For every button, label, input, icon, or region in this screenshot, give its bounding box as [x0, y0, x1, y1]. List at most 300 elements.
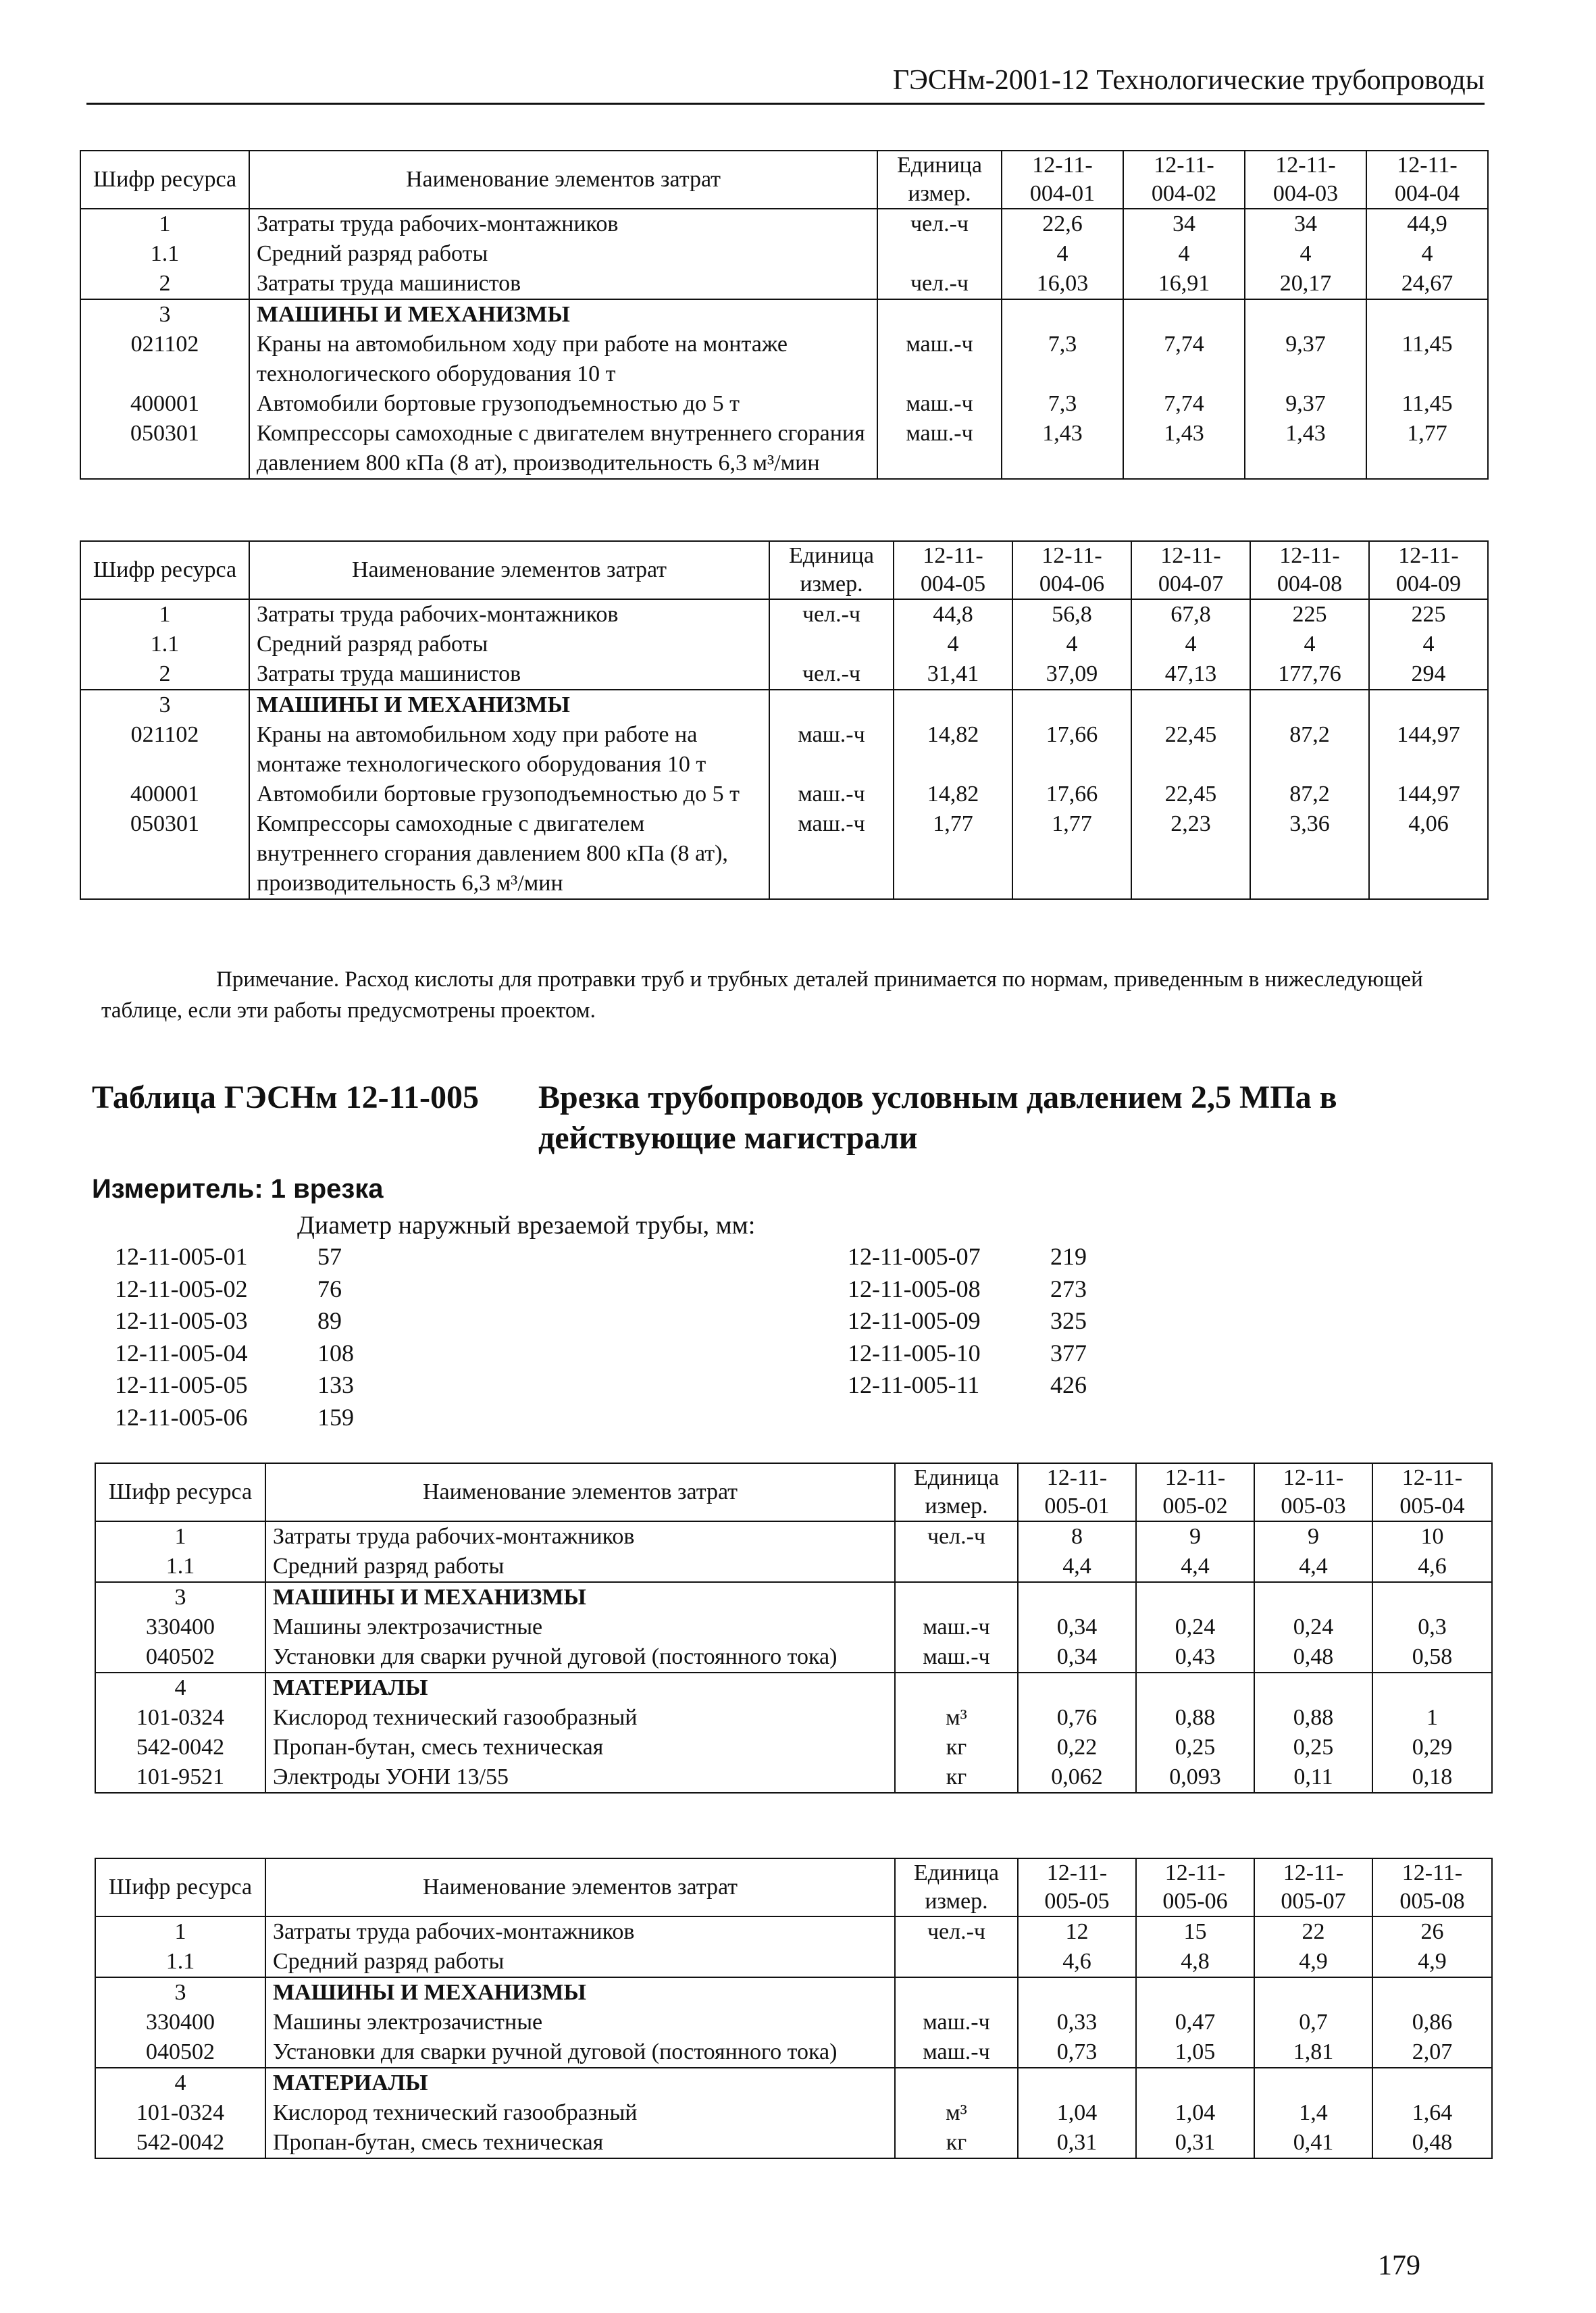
cell-value: 4: [894, 630, 1012, 659]
cell-name: Затраты труда рабочих-монтажников: [249, 209, 877, 239]
cell-code: 3: [80, 299, 249, 330]
cell-value: 67,8: [1131, 599, 1250, 630]
cell-value: 0,25: [1254, 1733, 1372, 1762]
cell-code: 400001: [80, 389, 249, 419]
table-row: [95, 1552, 1492, 1582]
cell-value: 1,04: [1136, 2098, 1254, 2128]
cell-code: 1.1: [95, 1552, 265, 1582]
cell-unit: маш.-ч: [877, 330, 1002, 389]
page-number: 179: [1378, 2250, 1420, 2281]
running-header-title: ГЭСНм-2001-12 Технологические трубопроводы: [892, 65, 1485, 96]
cell-value: 0,34: [1018, 1642, 1136, 1673]
list-item-value: 57: [317, 1243, 342, 1270]
cell-value: 22,6: [1002, 209, 1123, 239]
header-code: Шифр ресурса: [80, 541, 249, 599]
cell-value: 4,9: [1372, 1947, 1492, 1977]
cell-unit: [895, 1673, 1018, 1703]
cell-value: 144,97: [1369, 720, 1488, 780]
table-row: [95, 1762, 1492, 1793]
cell-value: 0,31: [1136, 2128, 1254, 2158]
cell-unit: м³: [895, 2098, 1018, 2128]
cell-name: Средний разряд работы: [265, 1947, 895, 1977]
note-text: Примечание. Расход кислоты для протравки труб и трубных деталей принимается по нормам, приведенным в нижеследующей таблице, если эти работы предусмотрены проектом.: [101, 967, 1423, 1023]
cell-value: [1254, 2068, 1372, 2098]
cell-unit: маш.-ч: [895, 2008, 1018, 2037]
cell-name: Установки для сварки ручной дуговой (постоянного тока): [265, 2037, 895, 2068]
cell-value: [1002, 299, 1123, 330]
cell-value: [1136, 1673, 1254, 1703]
cell-value: 1,43: [1002, 419, 1123, 479]
table-row: [95, 1642, 1492, 1673]
cell-value: [1369, 690, 1488, 720]
cell-value: 15: [1136, 1916, 1254, 1947]
cell-unit: чел.-ч: [769, 599, 894, 630]
cell-value: 4,4: [1018, 1552, 1136, 1582]
cell-value: [1372, 1977, 1492, 2008]
cell-code: 4: [95, 1673, 265, 1703]
cell-value: [1366, 299, 1488, 330]
cell-code: 021102: [80, 720, 249, 780]
cell-value: 26: [1372, 1916, 1492, 1947]
cell-name: МАШИНЫ И МЕХАНИЗМЫ: [249, 690, 769, 720]
cell-code: 1: [95, 1916, 265, 1947]
cell-unit: [895, 1977, 1018, 2008]
cell-unit: маш.-ч: [877, 419, 1002, 479]
cost-table-004-01-04: [80, 150, 1489, 480]
cell-value: 7,74: [1123, 330, 1245, 389]
cell-value: [1372, 2068, 1492, 2098]
list-item-code: 12-11-005-02: [115, 1275, 248, 1302]
list-item-value: 133: [317, 1371, 354, 1398]
cell-value: 1,64: [1372, 2098, 1492, 2128]
cell-value: 1,4: [1254, 2098, 1372, 2128]
cell-code: 1: [95, 1521, 265, 1552]
list-item-code: 12-11-005-06: [115, 1403, 248, 1431]
cell-code: 040502: [95, 2037, 265, 2068]
list-item: [115, 1273, 412, 1306]
cell-value: 4: [1123, 239, 1245, 269]
cell-unit: м³: [895, 1703, 1018, 1733]
cell-value: 87,2: [1250, 720, 1369, 780]
cell-value: [1136, 1582, 1254, 1612]
header-col: 12-11- 004-05: [894, 541, 1012, 599]
cell-value: 37,09: [1012, 659, 1131, 690]
cell-value: 0,76: [1018, 1703, 1136, 1733]
cell-value: 0,41: [1254, 2128, 1372, 2158]
table-row: [80, 659, 1488, 690]
cell-code: 3: [95, 1582, 265, 1612]
cell-name: Машины электрозачистные: [265, 2008, 895, 2037]
header-col: 12-11- 004-09: [1369, 541, 1488, 599]
cell-value: 0,11: [1254, 1762, 1372, 1793]
meter-label: Измеритель: 1 врезка: [92, 1174, 384, 1204]
cell-unit: маш.-ч: [877, 389, 1002, 419]
cell-value: 34: [1123, 209, 1245, 239]
list-item: [115, 1369, 412, 1402]
cell-value: 87,2: [1250, 780, 1369, 809]
cell-value: 1,43: [1245, 419, 1366, 479]
cell-value: 2,07: [1372, 2037, 1492, 2068]
cell-value: 4,4: [1136, 1552, 1254, 1582]
list-item: [848, 1338, 1145, 1370]
list-item: [848, 1273, 1145, 1306]
cell-value: 4: [1002, 239, 1123, 269]
cell-code: 330400: [95, 2008, 265, 2037]
cell-name: МАТЕРИАЛЫ: [265, 2068, 895, 2098]
cell-unit: кг: [895, 1762, 1018, 1793]
cell-code: 050301: [80, 809, 249, 899]
cell-value: 4,9: [1254, 1947, 1372, 1977]
cell-value: 0,48: [1254, 1642, 1372, 1673]
list-item-code: 12-11-005-01: [115, 1243, 248, 1270]
cell-value: 31,41: [894, 659, 1012, 690]
cell-value: 1,77: [1366, 419, 1488, 479]
cell-value: 8: [1018, 1521, 1136, 1552]
list-item: [115, 1338, 412, 1370]
cell-value: 56,8: [1012, 599, 1131, 630]
cell-name: Кислород технический газообразный: [265, 1703, 895, 1733]
cell-value: 4: [1245, 239, 1366, 269]
cell-value: 0,43: [1136, 1642, 1254, 1673]
list-item-value: 426: [1050, 1371, 1087, 1398]
running-header: [86, 58, 1485, 105]
header-unit: Единица измер.: [769, 541, 894, 599]
cell-unit: маш.-ч: [769, 780, 894, 809]
header-col: 12-11- 004-02: [1123, 151, 1245, 209]
cell-name: Пропан-бутан, смесь техническая: [265, 1733, 895, 1762]
cell-value: 14,82: [894, 780, 1012, 809]
cell-value: 9,37: [1245, 389, 1366, 419]
cell-value: 0,31: [1018, 2128, 1136, 2158]
cell-value: 22,45: [1131, 780, 1250, 809]
table-heading-label: Таблица ГЭСНм 12-11-005: [92, 1079, 479, 1115]
list-item-value: 108: [317, 1339, 354, 1367]
table-row: [80, 419, 1488, 479]
cell-value: 177,76: [1250, 659, 1369, 690]
list-item: [848, 1369, 1145, 1402]
cell-value: 14,82: [894, 720, 1012, 780]
cell-value: [1254, 1977, 1372, 2008]
cell-code: 1: [80, 209, 249, 239]
cell-value: 0,47: [1136, 2008, 1254, 2037]
header-row: [95, 1858, 1492, 1916]
cell-name: Компрессоры самоходные с двигателем внутреннего сгорания давлением 800 кПа (8 ат), производительность 6,3 м³/мин: [249, 809, 769, 899]
table-row: [80, 599, 1488, 630]
cell-code: 021102: [80, 330, 249, 389]
header-col: 12-11- 004-08: [1250, 541, 1369, 599]
header-col: 12-11- 004-07: [1131, 541, 1250, 599]
cell-value: 0,88: [1254, 1703, 1372, 1733]
diameter-list-left: [115, 1241, 412, 1433]
cell-name: Машины электрозачистные: [265, 1612, 895, 1642]
cell-value: 1,43: [1123, 419, 1245, 479]
cell-name: МАШИНЫ И МЕХАНИЗМЫ: [265, 1977, 895, 2008]
cell-value: 0,33: [1018, 2008, 1136, 2037]
cell-code: 1.1: [80, 239, 249, 269]
cell-value: 11,45: [1366, 330, 1488, 389]
cell-value: 0,48: [1372, 2128, 1492, 2158]
table-row: [80, 389, 1488, 419]
cell-code: 1.1: [80, 630, 249, 659]
cell-value: [1136, 2068, 1254, 2098]
cell-value: 0,25: [1136, 1733, 1254, 1762]
cell-value: 9,37: [1245, 330, 1366, 389]
header-col: 12-11- 004-01: [1002, 151, 1123, 209]
cell-name: МАШИНЫ И МЕХАНИЗМЫ: [249, 299, 877, 330]
cell-value: [1136, 1977, 1254, 2008]
cell-code: 1.1: [95, 1947, 265, 1977]
list-item-code: 12-11-005-03: [115, 1307, 248, 1334]
header-code: Шифр ресурса: [95, 1858, 265, 1916]
cell-value: [1372, 1673, 1492, 1703]
cell-value: 16,91: [1123, 269, 1245, 299]
cell-value: 1: [1372, 1703, 1492, 1733]
list-item-value: 273: [1050, 1275, 1087, 1302]
header-unit: Единица измер.: [895, 1463, 1018, 1521]
cell-value: [1254, 1582, 1372, 1612]
cell-value: 144,97: [1369, 780, 1488, 809]
cell-value: 10: [1372, 1521, 1492, 1552]
table-row: [95, 1521, 1492, 1552]
cell-value: 4,4: [1254, 1552, 1372, 1582]
cell-unit: [769, 630, 894, 659]
cell-value: 4: [1369, 630, 1488, 659]
cell-value: [1254, 1673, 1372, 1703]
header-row: [80, 541, 1488, 599]
cell-unit: [895, 1947, 1018, 1977]
cell-value: 4,6: [1018, 1947, 1136, 1977]
cell-value: 225: [1369, 599, 1488, 630]
cell-unit: [895, 1582, 1018, 1612]
table-row: [95, 1673, 1492, 1703]
table-row: [95, 2098, 1492, 2128]
cell-value: 22: [1254, 1916, 1372, 1947]
table-row: [80, 209, 1488, 239]
table-row: [95, 1733, 1492, 1762]
table-row: [95, 1703, 1492, 1733]
list-item-value: 76: [317, 1275, 342, 1302]
cell-name: Компрессоры самоходные с двигателем внутреннего сгорания давлением 800 кПа (8 ат), производительность 6,3 м³/мин: [249, 419, 877, 479]
cell-value: [1018, 1673, 1136, 1703]
cell-name: Средний разряд работы: [249, 239, 877, 269]
cell-value: 44,8: [894, 599, 1012, 630]
cell-value: 4: [1012, 630, 1131, 659]
cell-value: [1131, 690, 1250, 720]
cell-code: 040502: [95, 1642, 265, 1673]
header-col: 12-11- 004-04: [1366, 151, 1488, 209]
cell-name: Электроды УОНИ 13/55: [265, 1762, 895, 1793]
cell-value: 16,03: [1002, 269, 1123, 299]
table-row: [95, 1947, 1492, 1977]
cell-name: Краны на автомобильном ходу при работе на монтаже технологического оборудования 10 т: [249, 330, 877, 389]
cell-name: Затраты труда рабочих-монтажников: [265, 1916, 895, 1947]
header-name: Наименование элементов затрат: [265, 1463, 895, 1521]
header-code: Шифр ресурса: [80, 151, 249, 209]
cell-value: 44,9: [1366, 209, 1488, 239]
list-item-value: 219: [1050, 1243, 1087, 1270]
list-item-code: 12-11-005-04: [115, 1339, 248, 1367]
cell-name: Затраты труда рабочих-монтажников: [265, 1521, 895, 1552]
table-row: [80, 780, 1488, 809]
table-row: [95, 2068, 1492, 2098]
cost-table-005-05-08: [95, 1858, 1493, 2159]
list-item-code: 12-11-005-09: [848, 1307, 981, 1334]
cell-value: 0,86: [1372, 2008, 1492, 2037]
cell-name: Установки для сварки ручной дуговой (постоянного тока): [265, 1642, 895, 1673]
table-row: [80, 239, 1488, 269]
diameter-list-right: [848, 1241, 1145, 1402]
cell-value: [1018, 2068, 1136, 2098]
cell-code: 4: [95, 2068, 265, 2098]
table-heading-title: Врезка трубопроводов условным давлением 2,5 МПа в действующие магистрали: [538, 1079, 1337, 1156]
table-row: [95, 2037, 1492, 2068]
list-item: [848, 1305, 1145, 1338]
list-item: [115, 1402, 412, 1434]
cell-code: 2: [80, 659, 249, 690]
header-col: 12-11- 004-06: [1012, 541, 1131, 599]
cell-value: 1,04: [1018, 2098, 1136, 2128]
cell-value: 0,73: [1018, 2037, 1136, 2068]
cell-name: Краны на автомобильном ходу при работе на монтаже технологического оборудования 10 т: [249, 720, 769, 780]
cell-value: 1,81: [1254, 2037, 1372, 2068]
cell-value: [1018, 1582, 1136, 1612]
cell-unit: чел.-ч: [769, 659, 894, 690]
cost-table-004-05-09: [80, 540, 1489, 900]
cell-unit: кг: [895, 1733, 1018, 1762]
cell-value: 2,23: [1131, 809, 1250, 899]
cell-value: 0,18: [1372, 1762, 1492, 1793]
header-row: [80, 151, 1488, 209]
cell-value: 1,05: [1136, 2037, 1254, 2068]
cell-value: 0,22: [1018, 1733, 1136, 1762]
cell-name: Средний разряд работы: [249, 630, 769, 659]
header-code: Шифр ресурса: [95, 1463, 265, 1521]
cell-unit: [877, 299, 1002, 330]
cell-value: 9: [1136, 1521, 1254, 1552]
cell-value: 22,45: [1131, 720, 1250, 780]
header-col: 12-11- 004-03: [1245, 151, 1366, 209]
table-row: [80, 809, 1488, 899]
cell-unit: [895, 2068, 1018, 2098]
cell-value: 20,17: [1245, 269, 1366, 299]
cell-value: 225: [1250, 599, 1369, 630]
header-name: Наименование элементов затрат: [249, 541, 769, 599]
table-row: [95, 1612, 1492, 1642]
header-unit: Единица измер.: [877, 151, 1002, 209]
cell-unit: маш.-ч: [895, 1642, 1018, 1673]
cell-code: 101-0324: [95, 1703, 265, 1733]
cell-value: 4: [1366, 239, 1488, 269]
diameter-title: Диаметр наружный врезаемой трубы, мм:: [297, 1211, 756, 1240]
cell-value: 0,24: [1254, 1612, 1372, 1642]
cell-value: [1018, 1977, 1136, 2008]
header-col: 12-11- 005-04: [1372, 1463, 1492, 1521]
cell-value: 0,3: [1372, 1612, 1492, 1642]
header-col: 12-11- 005-01: [1018, 1463, 1136, 1521]
cell-unit: [895, 1552, 1018, 1582]
table-row: [95, 2128, 1492, 2158]
cell-value: 7,3: [1002, 389, 1123, 419]
cell-value: 294: [1369, 659, 1488, 690]
cell-code: 542-0042: [95, 1733, 265, 1762]
table-row: [80, 299, 1488, 330]
header-col: 12-11- 005-08: [1372, 1858, 1492, 1916]
list-item-value: 377: [1050, 1339, 1087, 1367]
list-item: [115, 1305, 412, 1338]
list-item-code: 12-11-005-05: [115, 1371, 248, 1398]
cell-value: [1245, 299, 1366, 330]
cell-value: 1,77: [894, 809, 1012, 899]
cell-code: 1: [80, 599, 249, 630]
cell-value: 4,8: [1136, 1947, 1254, 1977]
cell-value: 17,66: [1012, 780, 1131, 809]
cell-code: 101-9521: [95, 1762, 265, 1793]
cell-value: 0,88: [1136, 1703, 1254, 1733]
cell-value: [1012, 690, 1131, 720]
list-item-code: 12-11-005-08: [848, 1275, 981, 1302]
cell-value: 12: [1018, 1916, 1136, 1947]
cell-value: 4: [1250, 630, 1369, 659]
table-row: [80, 630, 1488, 659]
cell-value: 1,77: [1012, 809, 1131, 899]
cell-code: 542-0042: [95, 2128, 265, 2158]
header-row: [95, 1463, 1492, 1521]
header-col: 12-11- 005-05: [1018, 1858, 1136, 1916]
cell-unit: маш.-ч: [769, 809, 894, 899]
cell-unit: маш.-ч: [895, 2037, 1018, 2068]
cell-name: Средний разряд работы: [265, 1552, 895, 1582]
header-unit: Единица измер.: [895, 1858, 1018, 1916]
cell-value: 17,66: [1012, 720, 1131, 780]
list-item-value: 159: [317, 1403, 354, 1431]
list-item-code: 12-11-005-10: [848, 1339, 981, 1367]
cell-unit: чел.-ч: [895, 1521, 1018, 1552]
cell-value: 7,3: [1002, 330, 1123, 389]
cell-name: Автомобили бортовые грузоподъемностью до 5 т: [249, 780, 769, 809]
cell-code: 400001: [80, 780, 249, 809]
list-item-code: 12-11-005-07: [848, 1243, 981, 1270]
cell-code: 101-0324: [95, 2098, 265, 2128]
cell-unit: чел.-ч: [877, 209, 1002, 239]
cell-value: 0,34: [1018, 1612, 1136, 1642]
cell-value: 24,67: [1366, 269, 1488, 299]
list-item-value: 325: [1050, 1307, 1087, 1334]
cell-unit: маш.-ч: [895, 1612, 1018, 1642]
table-row: [95, 2008, 1492, 2037]
cell-name: Затраты труда рабочих-монтажников: [249, 599, 769, 630]
cell-value: 34: [1245, 209, 1366, 239]
cell-unit: кг: [895, 2128, 1018, 2158]
table-row: [95, 1977, 1492, 2008]
header-name: Наименование элементов затрат: [249, 151, 877, 209]
cell-value: 0,58: [1372, 1642, 1492, 1673]
header-col: 12-11- 005-06: [1136, 1858, 1254, 1916]
table-row: [95, 1582, 1492, 1612]
cell-name: МАТЕРИАЛЫ: [265, 1673, 895, 1703]
cell-value: 4,06: [1369, 809, 1488, 899]
cell-value: 0,7: [1254, 2008, 1372, 2037]
cell-value: 47,13: [1131, 659, 1250, 690]
cell-value: 0,093: [1136, 1762, 1254, 1793]
cell-name: Затраты труда машинистов: [249, 659, 769, 690]
cell-unit: [769, 690, 894, 720]
cell-value: [1250, 690, 1369, 720]
cell-value: 0,29: [1372, 1733, 1492, 1762]
list-item: [115, 1241, 412, 1273]
list-item-value: 89: [317, 1307, 342, 1334]
cell-unit: чел.-ч: [895, 1916, 1018, 1947]
cell-code: 050301: [80, 419, 249, 479]
